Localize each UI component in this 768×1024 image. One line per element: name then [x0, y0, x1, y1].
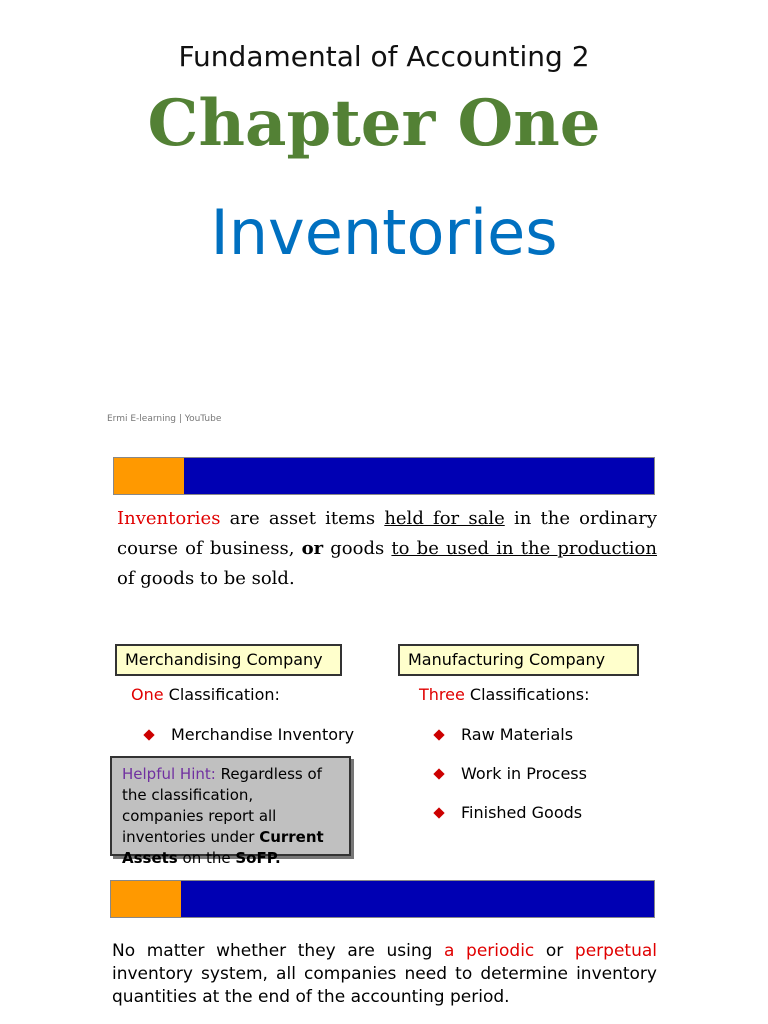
list-item	[435, 803, 582, 822]
classification-label: Classification:	[163, 685, 280, 704]
definition-or: or	[301, 538, 324, 559]
hint-text: on the	[177, 849, 236, 867]
diamond-bullet-icon	[433, 768, 444, 779]
topic-title: Inventories	[210, 196, 558, 269]
list-item	[145, 725, 354, 744]
definition-text: of goods to be sold.	[117, 568, 295, 589]
manufacturing-label: Manufacturing	[408, 650, 524, 669]
diamond-bullet-icon	[433, 729, 444, 740]
classification-count: One	[131, 685, 164, 704]
hint-bold: Current Assets	[122, 828, 324, 867]
list-item-label: Raw Materials	[461, 725, 574, 744]
section-divider-bar	[113, 457, 655, 495]
chapter-title: Chapter One	[147, 86, 601, 161]
hint-label: Helpful Hint:	[122, 765, 216, 783]
hint-bold: SoFP.	[235, 849, 281, 867]
closing-highlight: a periodic	[444, 941, 535, 961]
list-item-label: Work in Process	[461, 764, 587, 783]
merchandising-label: Merchandising	[125, 650, 242, 669]
divider-blue-block	[181, 881, 654, 917]
merchandising-company-box	[115, 644, 342, 676]
diamond-bullet-icon	[433, 807, 444, 818]
manufacturing-classification	[419, 685, 590, 704]
classification-count: Three	[419, 685, 465, 704]
closing-paragraph	[112, 940, 657, 1009]
definition-text: are asset items	[220, 508, 385, 529]
company-label: Company	[241, 650, 323, 669]
helpful-hint-box	[110, 756, 351, 867]
source-credit: Ermi E-learning | YouTube	[107, 414, 222, 424]
definition-text: in the ordinary course of business,	[117, 508, 657, 559]
list-item-label: Merchandise Inventory	[171, 725, 355, 744]
list-item-label: Finished Goods	[461, 803, 583, 822]
diamond-bullet-icon	[143, 729, 154, 740]
closing-text: or	[534, 941, 575, 961]
classification-label: Classifications:	[464, 685, 590, 704]
manufacturing-company-box	[398, 644, 639, 676]
section-divider-bar	[110, 880, 655, 918]
merchandising-classification	[131, 685, 280, 704]
inventory-definition	[117, 504, 657, 594]
company-label: ompany	[540, 650, 606, 669]
definition-term: Inventories	[117, 508, 221, 529]
divider-orange-block	[114, 458, 184, 494]
closing-highlight: perpetual	[574, 941, 657, 961]
divider-orange-block	[111, 881, 181, 917]
definition-underline: held for sale	[384, 508, 505, 529]
list-item	[435, 764, 587, 783]
definition-text: goods	[323, 538, 392, 559]
company-label-c: C	[523, 650, 541, 669]
divider-blue-block	[184, 458, 654, 494]
closing-text: inventory system, all companies need to determine inventory quantities at the end of the accounting period.	[112, 964, 657, 1007]
definition-underline: to be used in the production	[391, 538, 657, 559]
course-title: Fundamental of Accounting 2	[178, 40, 590, 73]
hint-text: Regardless of the classification, companies report all inventories under	[122, 765, 322, 846]
list-item	[435, 725, 573, 744]
closing-text: No matter whether they are using	[112, 941, 445, 961]
